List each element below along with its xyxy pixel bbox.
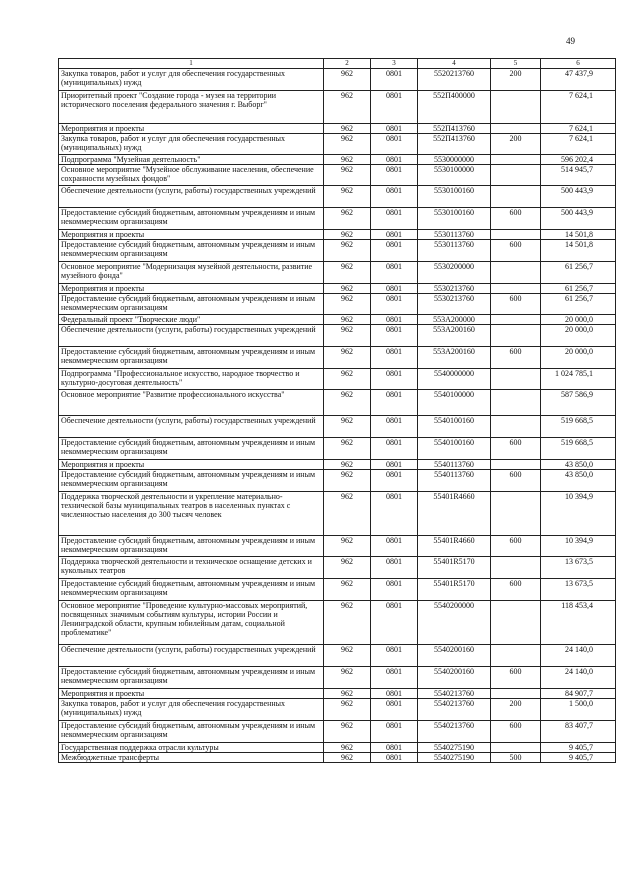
table-row: [59, 667, 616, 689]
row-ved-cell: 962: [324, 262, 371, 284]
row-section-cell: 0801: [371, 347, 418, 369]
row-ved-cell: 962: [324, 438, 371, 460]
column-header: 6: [541, 59, 616, 69]
row-target-cell: 5540213760: [418, 721, 491, 743]
row-section-cell: 0801: [371, 536, 418, 557]
page-number: 49: [566, 36, 575, 46]
row-expense-type-cell: 200: [491, 134, 541, 155]
table-row: [59, 743, 616, 753]
row-expense-type-cell: [491, 645, 541, 667]
table-row: [59, 69, 616, 91]
row-name-cell: Предоставление субсидий бюджетным, автономным учреждениям и иным некоммерческим организациям: [59, 667, 324, 689]
budget-table: [58, 58, 616, 763]
row-name-cell: Обеспечение деятельности (услуги, работы) государственных учреждений: [59, 186, 324, 208]
row-section-cell: 0801: [371, 743, 418, 753]
row-ved-cell: 962: [324, 699, 371, 721]
row-amount-cell: 61 256,7: [541, 284, 616, 294]
row-section-cell: 0801: [371, 134, 418, 155]
row-amount-cell: 519 668,5: [541, 438, 616, 460]
row-name-cell: Государственная поддержка отрасли культуры: [59, 743, 324, 753]
column-header: 2: [324, 59, 371, 69]
row-amount-cell: 7 624,1: [541, 134, 616, 155]
row-target-cell: 553А200160: [418, 325, 491, 347]
row-expense-type-cell: [491, 284, 541, 294]
row-name-cell: Закупка товаров, работ и услуг для обеспечения государственных (муниципальных) нужд: [59, 134, 324, 155]
row-expense-type-cell: [491, 262, 541, 284]
table-row: [59, 699, 616, 721]
row-amount-cell: 1 500,0: [541, 699, 616, 721]
row-ved-cell: 962: [324, 347, 371, 369]
row-target-cell: 5540100160: [418, 438, 491, 460]
table-row: [59, 438, 616, 460]
row-name-cell: Предоставление субсидий бюджетным, автономным учреждениям и иным некоммерческим организациям: [59, 536, 324, 557]
row-target-cell: 5540200000: [418, 601, 491, 645]
row-section-cell: 0801: [371, 390, 418, 416]
table-row: [59, 315, 616, 325]
table-row: [59, 186, 616, 208]
row-target-cell: 55401R4660: [418, 536, 491, 557]
row-target-cell: 552П413760: [418, 134, 491, 155]
table-row: [59, 208, 616, 230]
row-amount-cell: 14 501,8: [541, 240, 616, 262]
row-ved-cell: 962: [324, 165, 371, 186]
row-target-cell: 5540100000: [418, 390, 491, 416]
row-ved-cell: 962: [324, 208, 371, 230]
row-amount-cell: 10 394,9: [541, 536, 616, 557]
row-section-cell: 0801: [371, 557, 418, 579]
row-name-cell: Основное мероприятие "Музейное обслуживание населения, обеспечение сохранности музейных фондов": [59, 165, 324, 186]
row-target-cell: 5540275190: [418, 743, 491, 753]
row-target-cell: 5540275190: [418, 753, 491, 763]
row-ved-cell: 962: [324, 240, 371, 262]
table-row: [59, 536, 616, 557]
row-expense-type-cell: [491, 315, 541, 325]
row-amount-cell: 43 850,0: [541, 460, 616, 470]
row-target-cell: 5540200160: [418, 667, 491, 689]
row-target-cell: 5540000000: [418, 369, 491, 390]
row-ved-cell: 962: [324, 601, 371, 645]
row-ved-cell: 962: [324, 325, 371, 347]
table-row: [59, 124, 616, 134]
row-amount-cell: 83 407,7: [541, 721, 616, 743]
row-expense-type-cell: 600: [491, 536, 541, 557]
row-name-cell: Мероприятия и проекты: [59, 689, 324, 699]
row-amount-cell: 84 907,7: [541, 689, 616, 699]
column-header: 5: [491, 59, 541, 69]
row-ved-cell: 962: [324, 315, 371, 325]
row-amount-cell: 20 000,0: [541, 315, 616, 325]
row-target-cell: 553А200000: [418, 315, 491, 325]
table-row: [59, 460, 616, 470]
table-row: [59, 155, 616, 165]
table-row: [59, 689, 616, 699]
row-section-cell: 0801: [371, 165, 418, 186]
row-target-cell: 5530000000: [418, 155, 491, 165]
table-row: [59, 557, 616, 579]
row-target-cell: 55401R5170: [418, 579, 491, 601]
row-section-cell: 0801: [371, 601, 418, 645]
row-name-cell: Предоставление субсидий бюджетным, автономным учреждениям и иным некоммерческим организациям: [59, 470, 324, 492]
row-amount-cell: 500 443,9: [541, 208, 616, 230]
row-expense-type-cell: [491, 124, 541, 134]
row-ved-cell: 962: [324, 69, 371, 91]
row-section-cell: 0801: [371, 645, 418, 667]
row-expense-type-cell: 600: [491, 208, 541, 230]
row-ved-cell: 962: [324, 536, 371, 557]
row-name-cell: Закупка товаров, работ и услуг для обеспечения государственных (муниципальных) нужд: [59, 69, 324, 91]
row-expense-type-cell: 600: [491, 347, 541, 369]
row-amount-cell: 9 405,7: [541, 753, 616, 763]
row-ved-cell: 962: [324, 721, 371, 743]
row-amount-cell: 596 202,4: [541, 155, 616, 165]
row-amount-cell: 14 501,8: [541, 230, 616, 240]
row-section-cell: 0801: [371, 325, 418, 347]
row-ved-cell: 962: [324, 91, 371, 124]
row-section-cell: 0801: [371, 315, 418, 325]
row-expense-type-cell: 600: [491, 579, 541, 601]
row-ved-cell: 962: [324, 186, 371, 208]
row-amount-cell: 13 673,5: [541, 557, 616, 579]
row-expense-type-cell: [491, 165, 541, 186]
row-expense-type-cell: 600: [491, 438, 541, 460]
row-section-cell: 0801: [371, 369, 418, 390]
row-amount-cell: 61 256,7: [541, 294, 616, 315]
row-ved-cell: 962: [324, 460, 371, 470]
row-target-cell: 5530100160: [418, 186, 491, 208]
row-name-cell: Мероприятия и проекты: [59, 284, 324, 294]
row-target-cell: 5540200160: [418, 645, 491, 667]
row-name-cell: Межбюджетные трансферты: [59, 753, 324, 763]
table-row: [59, 294, 616, 315]
row-target-cell: 5530213760: [418, 284, 491, 294]
row-ved-cell: 962: [324, 369, 371, 390]
row-expense-type-cell: [491, 492, 541, 536]
row-section-cell: 0801: [371, 91, 418, 124]
row-expense-type-cell: [491, 91, 541, 124]
row-ved-cell: 962: [324, 667, 371, 689]
row-target-cell: 5540100160: [418, 416, 491, 438]
row-name-cell: Мероприятия и проекты: [59, 124, 324, 134]
row-expense-type-cell: 600: [491, 470, 541, 492]
row-ved-cell: 962: [324, 416, 371, 438]
row-name-cell: Предоставление субсидий бюджетным, автономным учреждениям и иным некоммерческим организациям: [59, 438, 324, 460]
row-amount-cell: 24 140,0: [541, 667, 616, 689]
row-amount-cell: 7 624,1: [541, 124, 616, 134]
row-ved-cell: 962: [324, 743, 371, 753]
row-name-cell: Основное мероприятие "Проведение культурно-массовых мероприятий, посвященных значимым событиям культуры, истории России и Ленинградской области, крупным юбилейным датам, социальной проблематике": [59, 601, 324, 645]
row-amount-cell: 13 673,5: [541, 579, 616, 601]
table-row: [59, 601, 616, 645]
row-ved-cell: 962: [324, 390, 371, 416]
table-row: [59, 369, 616, 390]
row-ved-cell: 962: [324, 689, 371, 699]
row-amount-cell: 10 394,9: [541, 492, 616, 536]
row-amount-cell: 514 945,7: [541, 165, 616, 186]
row-name-cell: Обеспечение деятельности (услуги, работы) государственных учреждений: [59, 645, 324, 667]
row-target-cell: 5530113760: [418, 230, 491, 240]
row-ved-cell: 962: [324, 155, 371, 165]
row-target-cell: 552П413760: [418, 124, 491, 134]
row-section-cell: 0801: [371, 208, 418, 230]
budget-table-body: [59, 59, 616, 763]
row-expense-type-cell: [491, 369, 541, 390]
row-name-cell: Приоритетный проект "Создание города - музея на территории исторического поселения федерального значения г. Выборг": [59, 91, 324, 124]
table-row: [59, 284, 616, 294]
table-row: [59, 753, 616, 763]
row-section-cell: 0801: [371, 699, 418, 721]
table-row: [59, 492, 616, 536]
row-ved-cell: 962: [324, 230, 371, 240]
row-target-cell: 5530213760: [418, 294, 491, 315]
row-amount-cell: 61 256,7: [541, 262, 616, 284]
row-section-cell: 0801: [371, 124, 418, 134]
table-header-row: [59, 59, 616, 69]
row-section-cell: 0801: [371, 753, 418, 763]
row-name-cell: Предоставление субсидий бюджетным, автономным учреждениям и иным некоммерческим организациям: [59, 240, 324, 262]
table-row: [59, 347, 616, 369]
row-target-cell: 55401R5170: [418, 557, 491, 579]
row-name-cell: Предоставление субсидий бюджетным, автономным учреждениям и иным некоммерческим организациям: [59, 721, 324, 743]
row-ved-cell: 962: [324, 645, 371, 667]
row-name-cell: Основное мероприятие "Развитие профессионального искусства": [59, 390, 324, 416]
row-target-cell: 5530113760: [418, 240, 491, 262]
table-row: [59, 91, 616, 124]
row-name-cell: Закупка товаров, работ и услуг для обеспечения государственных (муниципальных) нужд: [59, 699, 324, 721]
row-target-cell: 5530100000: [418, 165, 491, 186]
row-expense-type-cell: [491, 325, 541, 347]
row-expense-type-cell: 200: [491, 699, 541, 721]
row-amount-cell: 519 668,5: [541, 416, 616, 438]
row-expense-type-cell: [491, 557, 541, 579]
column-header: 3: [371, 59, 418, 69]
row-amount-cell: 47 437,9: [541, 69, 616, 91]
row-target-cell: 5530200000: [418, 262, 491, 284]
row-name-cell: Подпрограмма "Профессиональное искусство, народное творчество и культурно-досуговая деятельность": [59, 369, 324, 390]
row-expense-type-cell: 600: [491, 667, 541, 689]
row-amount-cell: 9 405,7: [541, 743, 616, 753]
table-row: [59, 325, 616, 347]
row-section-cell: 0801: [371, 230, 418, 240]
row-section-cell: 0801: [371, 294, 418, 315]
row-expense-type-cell: [491, 416, 541, 438]
table-row: [59, 579, 616, 601]
row-name-cell: Основное мероприятие "Модернизация музейной деятельности, развитие музейного фонда": [59, 262, 324, 284]
row-section-cell: 0801: [371, 186, 418, 208]
row-target-cell: 5540113760: [418, 470, 491, 492]
row-amount-cell: 587 586,9: [541, 390, 616, 416]
row-ved-cell: 962: [324, 124, 371, 134]
row-name-cell: Мероприятия и проекты: [59, 460, 324, 470]
row-name-cell: Предоставление субсидий бюджетным, автономным учреждениям и иным некоммерческим организациям: [59, 208, 324, 230]
row-name-cell: Обеспечение деятельности (услуги, работы) государственных учреждений: [59, 416, 324, 438]
column-header: 4: [418, 59, 491, 69]
row-section-cell: 0801: [371, 460, 418, 470]
row-expense-type-cell: 500: [491, 753, 541, 763]
row-name-cell: Поддержка творческой деятельности и укрепление материально-технической базы муниципальных театров в населенных пунктах с численностью населения до 300 тысяч человек: [59, 492, 324, 536]
row-expense-type-cell: [491, 460, 541, 470]
row-section-cell: 0801: [371, 284, 418, 294]
row-amount-cell: 20 000,0: [541, 347, 616, 369]
row-section-cell: 0801: [371, 155, 418, 165]
row-section-cell: 0801: [371, 416, 418, 438]
row-name-cell: Поддержка творческой деятельности и техническое оснащение детских и кукольных театров: [59, 557, 324, 579]
row-name-cell: Обеспечение деятельности (услуги, работы) государственных учреждений: [59, 325, 324, 347]
row-expense-type-cell: [491, 743, 541, 753]
column-header: 1: [59, 59, 324, 69]
row-expense-type-cell: 600: [491, 294, 541, 315]
row-target-cell: 5540213760: [418, 699, 491, 721]
row-section-cell: 0801: [371, 579, 418, 601]
table-row: [59, 240, 616, 262]
row-expense-type-cell: [491, 601, 541, 645]
row-expense-type-cell: [491, 155, 541, 165]
row-section-cell: 0801: [371, 438, 418, 460]
row-ved-cell: 962: [324, 557, 371, 579]
row-ved-cell: 962: [324, 753, 371, 763]
row-target-cell: 552П400000: [418, 91, 491, 124]
row-name-cell: Предоставление субсидий бюджетным, автономным учреждениям и иным некоммерческим организациям: [59, 347, 324, 369]
row-amount-cell: 118 453,4: [541, 601, 616, 645]
row-name-cell: Предоставление субсидий бюджетным, автономным учреждениям и иным некоммерческим организациям: [59, 294, 324, 315]
row-section-cell: 0801: [371, 689, 418, 699]
row-ved-cell: 962: [324, 134, 371, 155]
row-ved-cell: 962: [324, 294, 371, 315]
row-section-cell: 0801: [371, 492, 418, 536]
row-target-cell: 55401R4660: [418, 492, 491, 536]
row-ved-cell: 962: [324, 579, 371, 601]
row-name-cell: Подпрограмма "Музейная деятельность": [59, 155, 324, 165]
table-row: [59, 645, 616, 667]
row-name-cell: Федеральный проект "Творческие люди": [59, 315, 324, 325]
table-row: [59, 134, 616, 155]
row-expense-type-cell: [491, 186, 541, 208]
table-row: [59, 470, 616, 492]
row-amount-cell: 1 024 785,1: [541, 369, 616, 390]
row-ved-cell: 962: [324, 492, 371, 536]
row-expense-type-cell: 600: [491, 240, 541, 262]
row-target-cell: 5540113760: [418, 460, 491, 470]
row-section-cell: 0801: [371, 721, 418, 743]
row-section-cell: 0801: [371, 262, 418, 284]
row-expense-type-cell: [491, 390, 541, 416]
row-expense-type-cell: 600: [491, 721, 541, 743]
row-section-cell: 0801: [371, 240, 418, 262]
table-row: [59, 165, 616, 186]
row-section-cell: 0801: [371, 667, 418, 689]
row-amount-cell: 7 624,1: [541, 91, 616, 124]
row-expense-type-cell: [491, 230, 541, 240]
row-section-cell: 0801: [371, 470, 418, 492]
table-row: [59, 416, 616, 438]
table-row: [59, 721, 616, 743]
row-target-cell: 5520213760: [418, 69, 491, 91]
table-row: [59, 390, 616, 416]
row-section-cell: 0801: [371, 69, 418, 91]
row-ved-cell: 962: [324, 284, 371, 294]
row-name-cell: Предоставление субсидий бюджетным, автономным учреждениям и иным некоммерческим организациям: [59, 579, 324, 601]
row-amount-cell: 43 850,0: [541, 470, 616, 492]
row-name-cell: Мероприятия и проекты: [59, 230, 324, 240]
table-row: [59, 262, 616, 284]
row-expense-type-cell: 200: [491, 69, 541, 91]
row-target-cell: 553А200160: [418, 347, 491, 369]
row-ved-cell: 962: [324, 470, 371, 492]
row-amount-cell: 20 000,0: [541, 325, 616, 347]
row-target-cell: 5530100160: [418, 208, 491, 230]
row-target-cell: 5540213760: [418, 689, 491, 699]
row-expense-type-cell: [491, 689, 541, 699]
row-amount-cell: 500 443,9: [541, 186, 616, 208]
table-row: [59, 230, 616, 240]
row-amount-cell: 24 140,0: [541, 645, 616, 667]
